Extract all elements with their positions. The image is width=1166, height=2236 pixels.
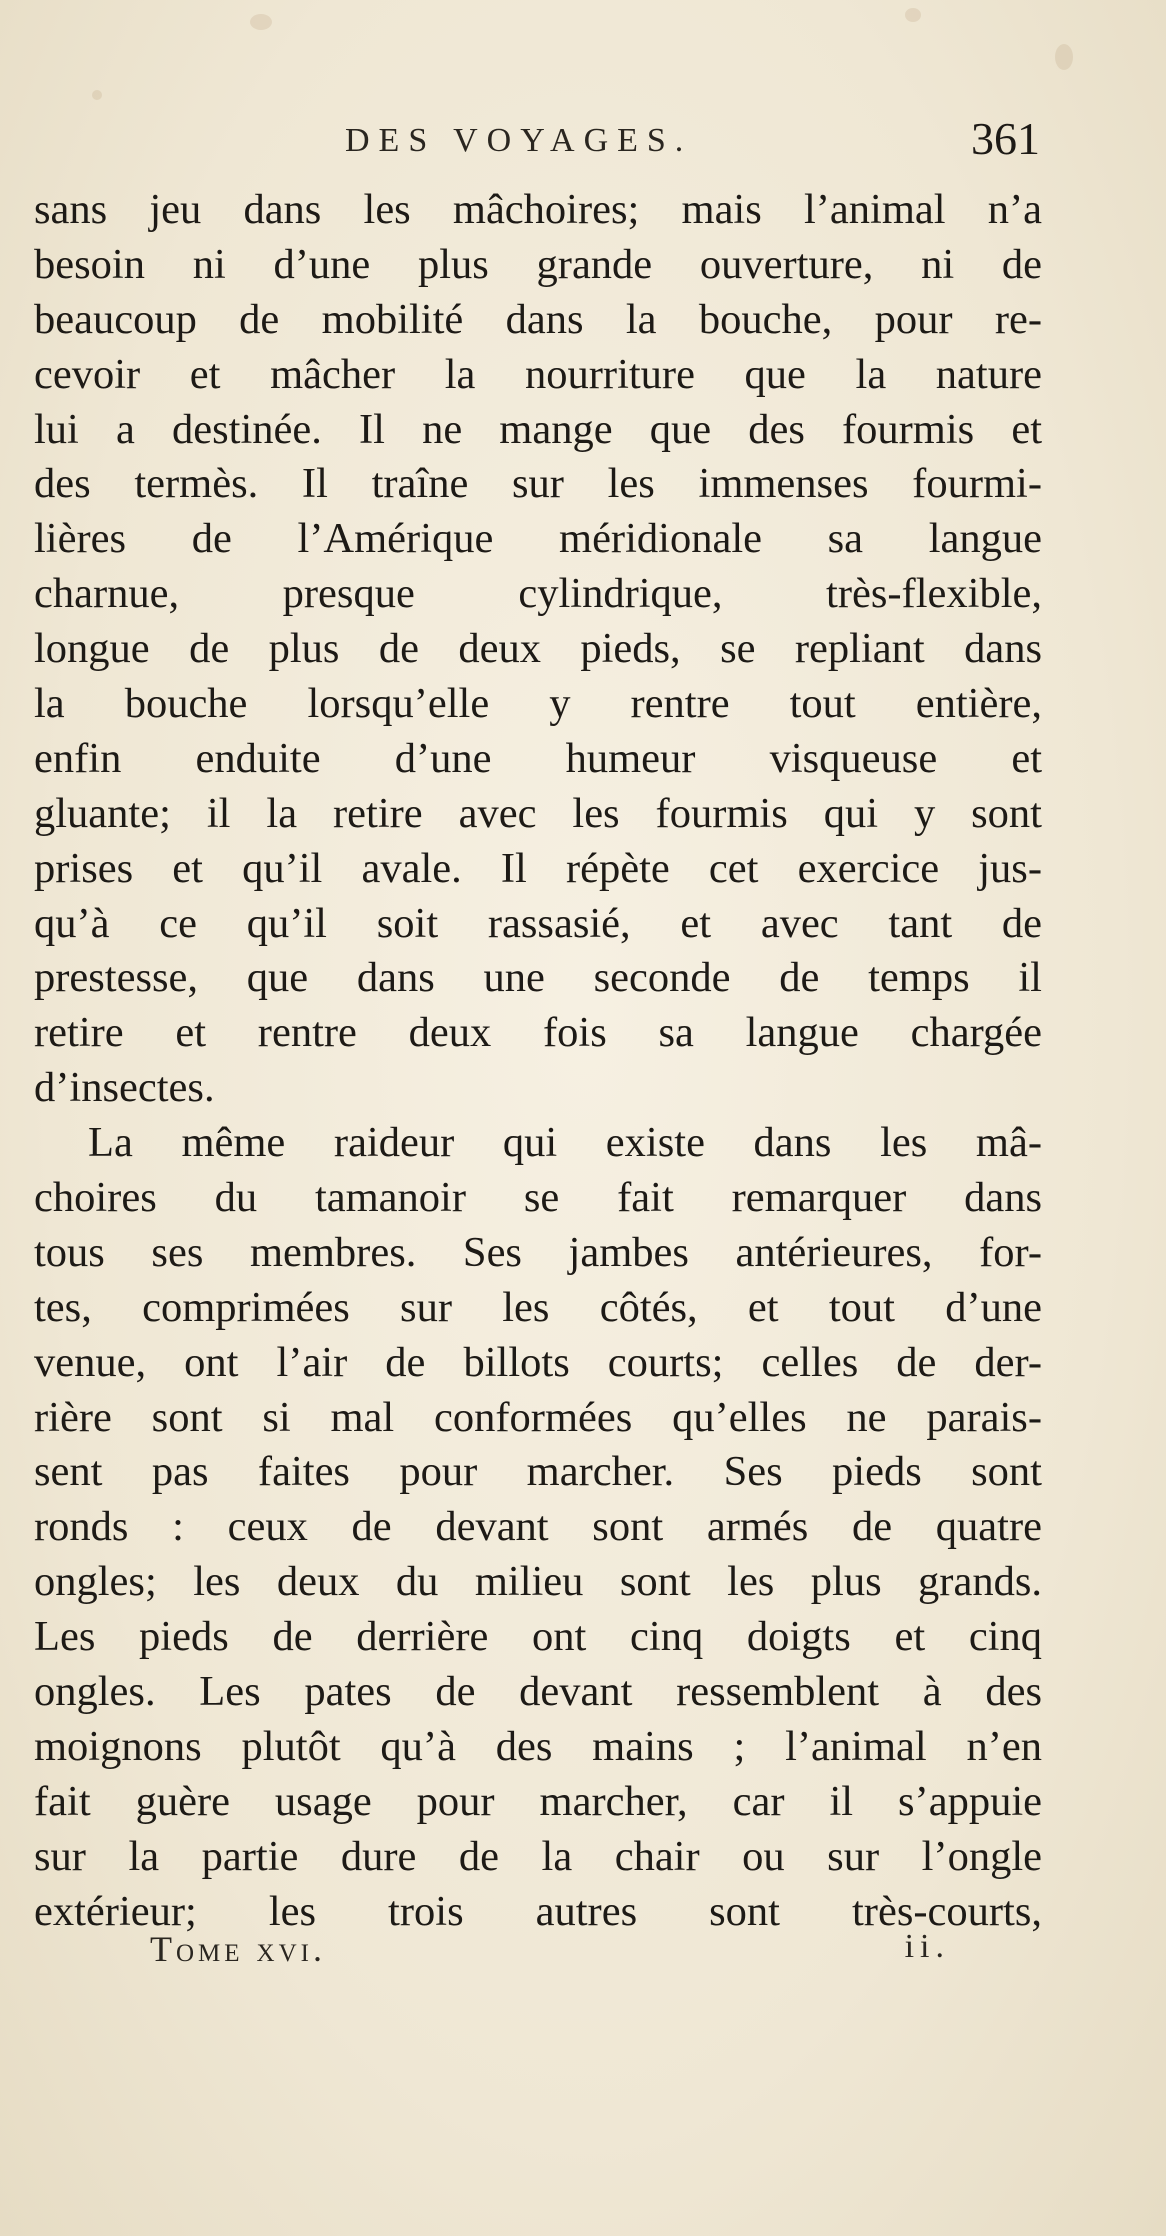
text-line-paragraph-end: d’insectes.	[34, 1064, 215, 1112]
text-line: rière sont si mal conformées qu’elles ne parais-	[34, 1393, 1042, 1441]
running-title: DES VOYAGES.	[345, 122, 693, 159]
paper-foxing-spot	[905, 8, 921, 22]
body-text	[34, 183, 1042, 1940]
text-line: longue de plus de deux pieds, se repliant dans	[34, 625, 1042, 673]
text-line: prestesse, que dans une seconde de temps il	[34, 954, 1042, 1002]
paper-foxing-spot	[1055, 44, 1073, 70]
text-line: ronds : ceux de devant sont armés de quatre	[34, 1503, 1042, 1551]
paper-foxing-spot	[92, 90, 102, 100]
text-line: sent pas faites pour marcher. Ses pieds sont	[34, 1448, 1042, 1496]
text-line: qu’à ce qu’il soit rassasié, et avec tant de	[34, 899, 1042, 947]
volume-signature: Tome xvi.	[150, 1929, 326, 1969]
text-line: enfin enduite d’une humeur visqueuse et	[34, 734, 1042, 782]
text-line: beaucoup de mobilité dans la bouche, pour re-	[34, 295, 1042, 343]
text-line: choires du tamanoir se fait remarquer dans	[34, 1174, 1042, 1222]
text-line: prises et qu’il avale. Il répète cet exercice jus-	[34, 844, 1042, 892]
text-line: sans jeu dans les mâchoires; mais l’animal n’a	[34, 186, 1042, 233]
text-line: charnue, presque cylindrique, très-flexible,	[34, 570, 1042, 618]
text-line: lui a destinée. Il ne mange que des fourmis et	[34, 405, 1042, 453]
page-number: 361	[971, 113, 1040, 164]
text-line: ongles; les deux du milieu sont les plus grands.	[34, 1558, 1042, 1606]
text-line: gluante; il la retire avec les fourmis qui y sont	[34, 789, 1042, 837]
text-line: lières de l’Amérique méridionale sa langue	[34, 515, 1042, 563]
text-line: retire et rentre deux fois sa langue chargée	[34, 1009, 1042, 1057]
text-line-paragraph-start: La même raideur qui existe dans les mâ-	[88, 1119, 1042, 1167]
text-line: sur la partie dure de la chair ou sur l’ongle	[34, 1832, 1042, 1880]
text-line: cevoir et mâcher la nourriture que la nature	[34, 350, 1042, 398]
text-line: Les pieds de derrière ont cinq doigts et cinq	[34, 1613, 1042, 1661]
text-line: extérieur; les trois autres sont très-courts,	[34, 1887, 1042, 1935]
text-line: des termès. Il traîne sur les immenses fourmi-	[34, 460, 1042, 508]
running-head	[30, 112, 1040, 172]
text-line: ongles. Les pates de devant ressemblent à des	[34, 1668, 1042, 1716]
text-line: venue, ont l’air de billots courts; celles de der-	[34, 1338, 1042, 1386]
text-line: tous ses membres. Ses jambes antérieures, for-	[34, 1228, 1042, 1276]
paper-foxing-spot	[250, 14, 272, 30]
text-line: la bouche lorsqu’elle y rentre tout entière,	[34, 680, 1042, 728]
text-line: moignons plutôt qu’à des mains ; l’animal n’en	[34, 1722, 1042, 1770]
sheet-signature: ii.	[904, 1928, 950, 1965]
text-line: fait guère usage pour marcher, car il s’appuie	[34, 1777, 1042, 1825]
text-line: tes, comprimées sur les côtés, et tout d’une	[34, 1283, 1042, 1331]
page-footer	[150, 1928, 950, 1988]
text-line: besoin ni d’une plus grande ouverture, ni de	[34, 240, 1042, 288]
